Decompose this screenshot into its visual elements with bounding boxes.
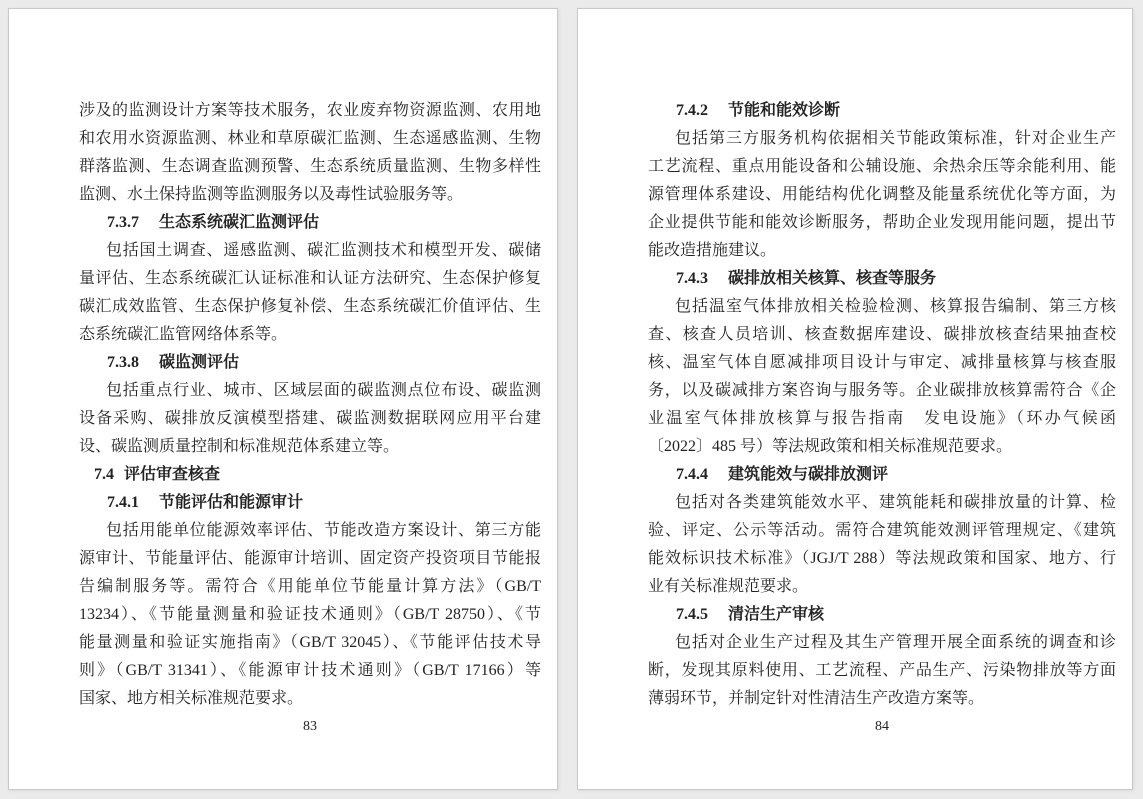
text-line: 业有关标准规范要求。	[648, 578, 809, 595]
text-line: 断，发现其原料使用、工艺流程、产品生产、污染物排放等方面	[648, 662, 1116, 679]
text-line: 则》（GB/T 31341）、《能源审计技术通则》（GB/T 17166）等	[79, 662, 541, 679]
text-line: 碳汇成效监管、生态保护修复补偿、生态系统碳汇价值评估、生	[79, 298, 541, 315]
section-heading	[648, 265, 1116, 293]
page-number: 83	[303, 719, 317, 734]
text-line: 源审计、节能量评估、能源审计培训、固定资产投资项目节能报	[79, 550, 541, 567]
section-heading	[79, 349, 541, 377]
text-line: 设、碳监测质量控制和标准规范体系建立等。	[79, 438, 400, 455]
page-number: 84	[875, 719, 889, 734]
section-number: 7.3.8	[107, 354, 139, 371]
section-number: 7.4.3	[676, 270, 708, 287]
section-title: 生态系统碳汇监测评估	[159, 214, 320, 231]
text-line: 能量测量和验证实施指南》（GB/T 32045）、《节能评估技术导	[79, 634, 541, 651]
text-line: 〔2022〕485 号）等法规政策和相关标准规范要求。	[648, 438, 1013, 455]
section-number: 7.4.4	[676, 466, 708, 483]
section-heading	[648, 461, 1116, 489]
text-line: 包括国土调查、遥感监测、碳汇监测技术和模型开发、碳储	[106, 242, 541, 259]
document-page	[577, 8, 1133, 790]
section-number: 7.3.7	[107, 214, 139, 231]
text-line: 核、温室气体自愿减排项目设计与审定、减排量核算与核查服	[648, 354, 1116, 371]
text-line: 和农用水资源监测、林业和草原碳汇监测、生态遥感监测、生物	[79, 130, 541, 147]
text-line: 能改造措施建议。	[648, 242, 777, 259]
text-line: 包括重点行业、城市、区域层面的碳监测点位布设、碳监测	[106, 382, 541, 399]
text-line: 量评估、生态系统碳汇认证标准和认证方法研究、生态保护修复	[79, 270, 541, 287]
text-line: 务，以及碳减排方案咨询与服务等。企业碳排放核算需符合《企	[648, 382, 1116, 399]
text-line: 验、评定、公示等活动。需符合建筑能效测评管理规定、《建筑	[648, 522, 1116, 539]
section-heading	[648, 601, 1116, 629]
document-page	[8, 8, 558, 790]
section-heading	[79, 209, 541, 237]
section-title: 碳排放相关核算、核查等服务	[728, 270, 937, 287]
text-line: 包括第三方服务机构依据相关节能政策标准，针对企业生产	[675, 130, 1116, 147]
text-line: 业温室气体排放核算与报告指南 发电设施》（环办气候函	[648, 410, 1116, 427]
text-line: 告编制服务等。需符合《用能单位节能量计算方法》（GB/T	[79, 578, 541, 595]
section-number: 7.4.2	[676, 102, 708, 119]
text-line: 包括温室气体排放相关检验检测、核算报告编制、第三方核	[675, 298, 1116, 315]
text-line: 包括用能单位能源效率评估、节能改造方案设计、第三方能	[106, 522, 541, 539]
page-content	[578, 9, 1132, 741]
text-line: 薄弱环节，并制定针对性清洁生产改造方案等。	[648, 690, 985, 707]
section-title: 评估审查核查	[124, 466, 221, 483]
section-heading	[79, 461, 541, 489]
text-line: 监测、水土保持监测等监测服务以及毒性试验服务等。	[79, 186, 464, 203]
text-line: 涉及的监测设计方案等技术服务，农业废弃物资源监测、农用地	[79, 102, 541, 119]
text-line: 设备采购、碳排放反演模型搭建、碳监测数据联网应用平台建	[79, 410, 541, 427]
text-line: 查、核查人员培训、核查数据库建设、碳排放核查结果抽查校	[648, 326, 1116, 343]
section-heading	[648, 97, 1116, 125]
section-title: 节能评估和能源审计	[159, 494, 304, 511]
text-line: 能效标识技术标准》（JGJ/T 288）等法规政策和国家、地方、行	[648, 550, 1116, 567]
text-line: 国家、地方相关标准规范要求。	[79, 690, 304, 707]
text-line: 源管理体系建设、用能结构优化调整及能量系统优化等方面，为	[648, 186, 1116, 203]
section-title: 碳监测评估	[159, 354, 240, 371]
text-line: 企业提供节能和能效诊断服务，帮助企业发现用能问题，提出节	[648, 214, 1116, 231]
text-line: 态系统碳汇监管网络体系等。	[79, 326, 288, 343]
text-line: 包括对企业生产过程及其生产管理开展全面系统的调查和诊	[675, 634, 1116, 651]
section-number: 7.4.5	[676, 606, 708, 623]
page-content	[9, 9, 557, 741]
section-number: 7.4.1	[107, 494, 139, 511]
text-line: 群落监测、生态调查监测预警、生态系统质量监测、生物多样性	[79, 158, 541, 175]
text-line: 工艺流程、重点用能设备和公辅设施、余热余压等余能利用、能	[648, 158, 1116, 175]
section-heading	[79, 489, 541, 517]
section-title: 节能和能效诊断	[728, 102, 841, 119]
text-line: 包括对各类建筑能效水平、建筑能耗和碳排放量的计算、检	[675, 494, 1116, 511]
section-title: 清洁生产审核	[728, 606, 825, 623]
section-number: 7.4	[94, 466, 114, 483]
text-line: 13234）、《节能量测量和验证技术通则》（GB/T 28750）、《节	[79, 606, 541, 623]
section-title: 建筑能效与碳排放测评	[728, 466, 889, 483]
